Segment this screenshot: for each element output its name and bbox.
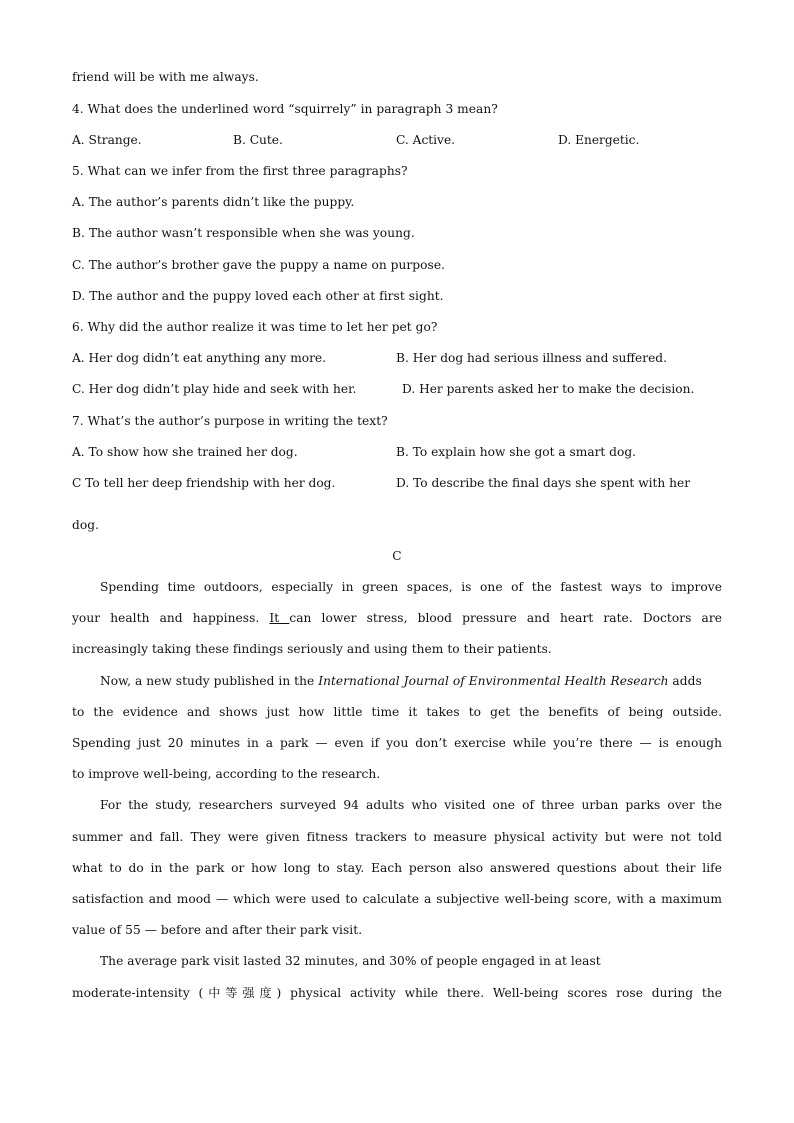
p1-line3: increasingly taking these findings seriously and using them to their patients.: [72, 642, 552, 656]
p4-line2: moderate-intensity (中等强度) physical activity while there. Well-being scores rose during the: [72, 986, 722, 1000]
option-5a: A. The author’s parents didn’t like the puppy.: [72, 195, 355, 209]
option-5c: C. The author’s brother gave the puppy a name on purpose.: [72, 258, 446, 272]
p2-line4: to improve well-being, according to the research.: [72, 767, 381, 781]
p2-line3: Spending just 20 minutes in a park — even if you don’t exercise while you’re there — is enough: [72, 736, 722, 750]
question-6-stem: 6. Why did the author realize it was time to let her pet go?: [72, 320, 438, 334]
option-6b: B. Her dog had serious illness and suffered.: [396, 351, 667, 365]
p2-line1: Now, a new study published in the International Journal of Environmental Health Research adds: [100, 674, 702, 688]
option-5d: D. The author and the puppy loved each other at first sight.: [72, 289, 444, 303]
question-7-stem: 7. What’s the author’s purpose in writing the text?: [72, 414, 388, 428]
option-6c: C. Her dog didn’t play hide and seek with her.: [72, 382, 357, 396]
question-5-stem: 5. What can we infer from the first three paragraphs?: [72, 164, 408, 178]
p1-line1: Spending time outdoors, especially in green spaces, is one of the fastest ways to improve: [100, 580, 722, 594]
option-7a: A. To show how she trained her dog.: [72, 445, 298, 459]
p1-line2: your health and happiness. It can lower stress, blood pressure and heart rate. Doctors are: [72, 611, 722, 625]
p3-line1: For the study, researchers surveyed 94 adults who visited one of three urban parks over the: [100, 798, 722, 812]
p4-line1: The average park visit lasted 32 minutes, and 30% of people engaged in at least: [100, 954, 601, 968]
journal-title: International Journal of Environmental Health Research: [318, 674, 669, 688]
section-heading: C: [392, 549, 402, 563]
option-6d: D. Her parents asked her to make the decision.: [402, 382, 695, 396]
intro-line: friend will be with me always.: [72, 70, 259, 84]
option-6a: A. Her dog didn’t eat anything any more.: [72, 351, 327, 365]
question-4-stem: 4. What does the underlined word “squirrely” in paragraph 3 mean?: [72, 102, 498, 116]
question-6-options-row1: [72, 350, 722, 366]
option-7d-continued: dog.: [72, 518, 100, 532]
question-4-options: [72, 132, 722, 148]
p3-line2: summer and fall. They were given fitness trackers to measure physical activity but were not told: [72, 830, 722, 844]
option-4d: D. Energetic.: [558, 133, 640, 147]
option-7d: D. To describe the final days she spent with her: [396, 476, 691, 490]
option-5b: B. The author wasn’t responsible when she was young.: [72, 226, 415, 240]
option-4a: A. Strange.: [72, 133, 142, 147]
p2-line2: to the evidence and shows just how little time it takes to get the benefits of being outside.: [72, 705, 722, 719]
option-4b: B. Cute.: [233, 133, 283, 147]
p3-line3: what to do in the park or how long to stay. Each person also answered questions about their life: [72, 861, 722, 875]
option-4c: C. Active.: [396, 133, 456, 147]
option-7b: B. To explain how she got a smart dog.: [396, 445, 636, 459]
p3-line4: satisfaction and mood — which were used to calculate a subjective well-being score, with a maximum: [72, 892, 722, 906]
p3-line5: value of 55 — before and after their park visit.: [72, 923, 363, 937]
question-6-options-row2: [72, 381, 722, 397]
question-7-options-row2: [72, 475, 722, 491]
underlined-it: It: [269, 611, 290, 625]
option-7c: C To tell her deep friendship with her dog.: [72, 476, 336, 490]
question-7-options-row1: [72, 444, 722, 460]
